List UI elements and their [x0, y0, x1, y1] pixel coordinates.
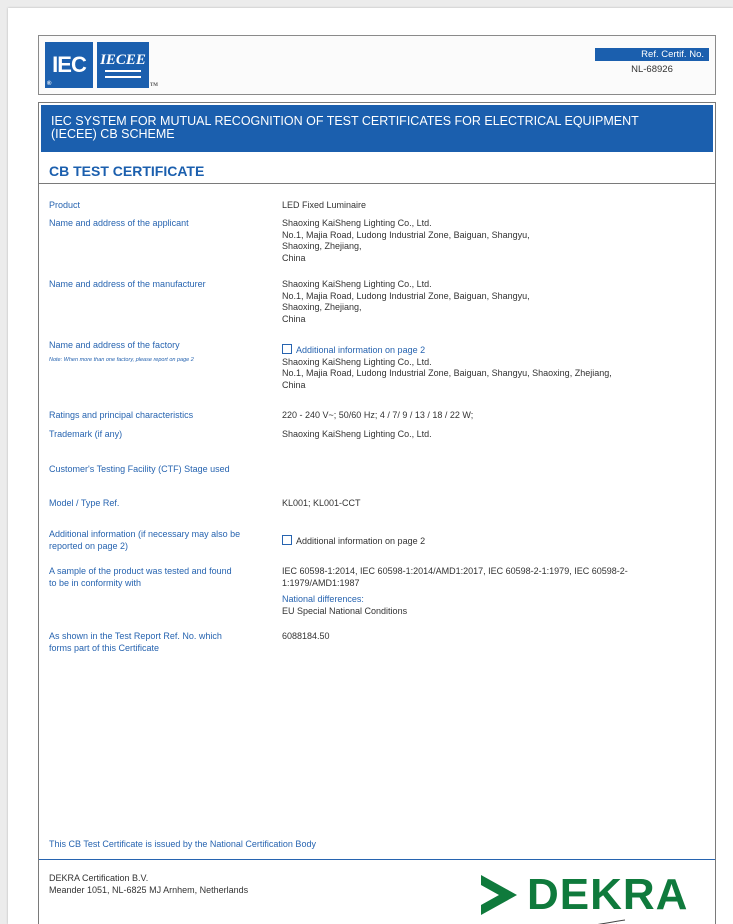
additional-info-value: Additional information on page 2	[296, 536, 426, 546]
certificate-page	[8, 8, 733, 924]
ref-certif-label: Ref. Certif. No.	[595, 48, 709, 61]
header-box	[38, 35, 716, 95]
field-value: Shaoxing KaiSheng Lighting Co., Ltd.	[282, 429, 432, 439]
field-label: Model / Type Ref.	[49, 498, 120, 508]
additional-info-checkbox[interactable]	[282, 535, 292, 545]
factory-line: China	[282, 379, 306, 390]
field-value	[282, 279, 682, 325]
factory-additional-label: Additional information on page 2	[296, 345, 426, 355]
field-label: Customer's Testing Facility (CTF) Stage used	[49, 464, 230, 474]
applicant-line: Shaoxing, Zhejiang,	[282, 241, 362, 251]
certification-body	[49, 872, 248, 896]
field-value: 220 - 240 V~; 50/60 Hz; 4 / 7/ 9 / 13 / 18 / 22 W;	[282, 410, 474, 420]
sample-standard-line: 1:1979/AMD1:1987	[282, 577, 360, 588]
manufacturer-line: No.1, Majia Road, Ludong Industrial Zone, Baiguan, Shangyu,	[282, 290, 530, 301]
sample-label-2: to be in conformity with	[49, 577, 142, 588]
field-label	[49, 340, 259, 364]
field-label	[49, 566, 259, 589]
registered-mark-icon: ®	[47, 81, 51, 87]
banner-line-2: (IECEE) CB SCHEME	[51, 127, 175, 141]
factory-note: Note: When more than one factory, please report on page 2	[49, 356, 194, 363]
sample-standard-line: IEC 60598-1:2014, IEC 60598-1:2014/AMD1:2017, IEC 60598-2-1:1979, IEC 60598-2-	[282, 566, 628, 576]
banner-line-1: IEC SYSTEM FOR MUTUAL RECOGNITION OF TEST CERTIFICATES FOR ELECTRICAL EQUIPMENT	[51, 114, 639, 128]
field-label: Name and address of the manufacturer	[49, 279, 206, 289]
applicant-line: Shaoxing KaiSheng Lighting Co., Ltd.	[282, 218, 432, 228]
ref-certif-box	[595, 48, 709, 75]
national-differences-label: National differences:	[282, 594, 364, 604]
iecee-logo-bars-icon	[105, 70, 141, 78]
scheme-banner	[41, 105, 713, 152]
trademark-mark-icon: TM	[149, 83, 158, 88]
additional-info-checkbox[interactable]	[282, 344, 292, 354]
signature-icon	[559, 918, 629, 924]
iec-logo-text: IEC	[52, 52, 86, 77]
dekra-logo-text: DEKRA	[527, 870, 689, 919]
factory-additional	[282, 344, 682, 357]
footer-divider	[39, 859, 715, 860]
field-label	[49, 529, 259, 552]
field-value: KL001; KL001-CCT	[282, 498, 361, 508]
field-value	[282, 218, 682, 264]
national-differences-value: EU Special National Conditions	[282, 605, 408, 616]
field-label	[49, 631, 259, 654]
field-value	[282, 535, 682, 548]
field-label: Ratings and principal characteristics	[49, 410, 194, 420]
report-label-2: forms part of this Certificate	[49, 642, 160, 653]
iecee-logo	[97, 42, 158, 88]
factory-label: Name and address of the factory	[49, 340, 180, 350]
report-label-1: As shown in the Test Report Ref. No. which	[49, 631, 222, 641]
field-value	[282, 566, 682, 617]
certification-body-address: Meander 1051, NL-6825 MJ Arnhem, Netherlands	[49, 885, 249, 895]
dekra-arrow-icon	[479, 873, 519, 917]
applicant-line: No.1, Majia Road, Ludong Industrial Zone, Baiguan, Shangyu,	[282, 229, 530, 240]
issued-by-text: This CB Test Certificate is issued by the National Certification Body	[49, 839, 316, 849]
certificate-title: CB TEST CERTIFICATE	[39, 154, 715, 184]
ref-certif-number: NL-68926	[631, 64, 673, 75]
manufacturer-line: China	[282, 313, 306, 324]
field-value: 6088184.50	[282, 631, 330, 641]
applicant-line: China	[282, 252, 306, 263]
field-value: LED Fixed Luminaire	[282, 200, 367, 210]
additional-info-label-2: reported on page 2)	[49, 540, 129, 551]
field-label: Product	[49, 200, 81, 210]
iec-logo	[45, 42, 93, 88]
iecee-logo-text: IECEE	[100, 52, 146, 68]
factory-line: Shaoxing KaiSheng Lighting Co., Ltd.	[282, 356, 432, 367]
certification-body-name: DEKRA Certification B.V.	[49, 873, 149, 883]
dekra-logo	[479, 865, 688, 924]
logo-group	[45, 42, 158, 88]
manufacturer-line: Shaoxing KaiSheng Lighting Co., Ltd.	[282, 279, 432, 289]
manufacturer-line: Shaoxing, Zhejiang,	[282, 302, 362, 312]
field-label: Name and address of the applicant	[49, 218, 189, 228]
certificate-frame	[38, 102, 716, 924]
factory-line: No.1, Majia Road, Ludong Industrial Zone, Baiguan, Shangyu, Shaoxing, Zhejiang,	[282, 368, 612, 378]
field-label: Trademark (if any)	[49, 429, 123, 439]
sample-label-1: A sample of the product was tested and found	[49, 566, 232, 576]
field-value	[282, 344, 682, 391]
additional-info-label-1: Additional information (if necessary may also be	[49, 529, 241, 539]
